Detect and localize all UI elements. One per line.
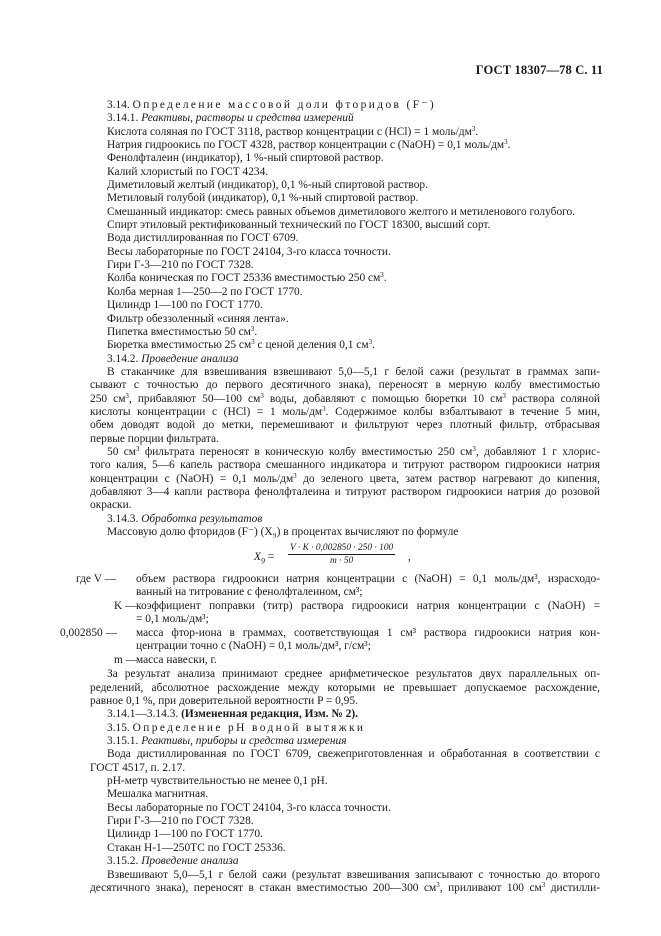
formula-comma: , (408, 551, 411, 564)
reagent-line: Весы лабораторные по ГОСТ 24104, 3-го класса точности. (107, 245, 391, 258)
definition-text: коэффициент поправки (титр) раствора гидроокиси натрия концентрации c (NaOH) = (136, 600, 600, 613)
paragraph-line: кислоты концентрации c (HCl) = 1 моль/$дм^3$. Содержимое колбы взбалтывают в течение 5 мин, (90, 404, 600, 418)
formula (90, 542, 600, 573)
subsection-heading: 3.15.1. Реактивы, приборы и средства измерения (107, 735, 347, 748)
reagent-line: Мешалка магнитная. (107, 788, 209, 801)
reagent-line: Калий хлористый по ГОСТ 4234. (107, 165, 269, 178)
paragraph-line: концентрации c (NaOH) = 0,1 моль/$дм^3$ до зеленого цвета, затем раствор нагревают до кипения, (90, 471, 600, 485)
reagent-line: Колба мерная 1—250—2 по ГОСТ 1770. (107, 285, 303, 298)
variable-definitions (0, 573, 600, 668)
reagent-line: Фильтр обеззоленный «синяя лента». (107, 312, 289, 325)
reagent-line: Весы лабораторные по ГОСТ 24104, 3-го класса точности. (107, 801, 391, 814)
reagent-line: ГОСТ 4517, п. 2.17. (90, 761, 186, 774)
formula-denominator: m · 50 (330, 556, 354, 567)
subsection-heading: 3.14.1. Реактивы, растворы и средства измерений (107, 112, 354, 125)
section-heading: 3.15. Определение рН водной вытяжки (107, 721, 366, 734)
paragraph-line: того калия, 5—6 капель раствора смешанного индикатора и титруют раствором гидроокиси натрия (90, 459, 600, 472)
definition-text: ванный на титрование с фенолфталеином, см³; (136, 586, 363, 599)
section-heading: 3.14. Определение массовой доли фторидов (F⁻) (107, 99, 437, 111)
reagent-line: Колба коническая по ГОСТ 25336 вместимостью 250 $см^3$. (107, 271, 387, 285)
reagent-line: Кислота соляная по ГОСТ 3118, раствор концентрации c (HCl) = 1 моль/$дм^3$. (107, 124, 479, 138)
reagent-line: Бюретка вместимостью 25 $см^3$ с ценой деления 0,1 $см^3$. (107, 338, 375, 352)
definition-text: масса фтор-иона в граммах, соответствующая 1 см³ раствора гидроокиси натрия кон- (136, 627, 600, 640)
paragraph-line: окраски. (90, 499, 132, 512)
definition-term: где V — (76, 573, 117, 586)
reagent-line: Смешанный индикатор: смесь равных объемов диметилового желтого и метиленового голубого. (107, 205, 576, 218)
reagent-line: Натрия гидроокись по ГОСТ 4328, раствор концентрации c (NaOH) = 0,1 моль/$дм^3$. (107, 138, 511, 152)
paragraph-line: обем доводят водой до метки, перемешивают и фильтруют через плотный фильтр, отбрасывая (90, 419, 600, 432)
formula-numerator: V · K · 0,002850 · 250 · 100 (290, 543, 394, 554)
definition-item (0, 573, 600, 600)
reagent-line: Гири Г-3—210 по ГОСТ 7328. (107, 259, 254, 272)
paragraph-line: За результат анализа принимают среднее арифметическое результатов двух параллельных оп- (107, 668, 600, 681)
reagent-line: Гири Г-3—210 по ГОСТ 7328. (107, 815, 254, 828)
reagent-line: Пипетка вместимостью 50 $см^3$. (107, 324, 258, 338)
subsection-heading: 3.15.2. Проведение анализа (107, 855, 239, 868)
paragraph-line: сывают с точностью до первого десятичного знака), переносят в мерную колбу вместимостью (90, 379, 600, 392)
subsection-heading: 3.14.2. Проведение анализа (107, 352, 239, 365)
amendment-note: 3.14.1—3.14.3. (Измененная редакция, Изм. № 2). (107, 708, 359, 721)
formula-intro: Массовую долю фторидов (F⁻) (X₉) в процентах вычисляют по формуле (107, 526, 459, 538)
paragraph-line: В стаканчике для взвешивания взвешивают 5,0—5,1 г белой сажи (результат в граммах запи- (107, 365, 600, 378)
paragraph-line: 250 $см^3$, прибавляют 50—100 $см^3$ воды, добавляют с помощью бюретки 10 $см^3$ раствора соляной (90, 391, 600, 405)
paragraph-line: 50 $см^3$ фильтрата переносят в коническую колбу вместимостью 250 $см^3$, добавляют 1 г хлорис- (107, 444, 601, 458)
definition-text: = 0,1 моль/дм³; (136, 613, 209, 626)
definition-term: 0,002850 — (60, 627, 117, 640)
formula-fraction (288, 542, 395, 567)
reagent-line: Диметиловый желтый (индикатор), 0,1 %-ный спиртовой раствор. (107, 179, 428, 192)
reagent-line: Спирт этиловый ректификованный технический по ГОСТ 18300, высший сорт. (107, 219, 491, 232)
formula-lhs: $X_9$ = (254, 551, 275, 566)
definition-term: m — (114, 654, 138, 667)
definition-item (0, 600, 600, 627)
definition-item (0, 654, 600, 668)
reagent-line: Цилиндр 1—100 по ГОСТ 1770. (107, 828, 263, 841)
reagent-line: рН-метр чувствительностью не менее 0,1 рН. (107, 775, 328, 788)
paragraph-line: Взвешивают 5,0—5,1 г белой сажи (результат взвешивания записывают с точностью до второго (107, 868, 600, 881)
page-header: ГОСТ 18307—78 С. 11 (475, 63, 603, 77)
paragraph-line: добавляют 3—4 капли раствора фенолфталеина и титруют раствором гидроокиси натрия до розовой (90, 485, 600, 498)
definition-text: центрации точно c (NaOH) = 0,1 моль/дм³, г/см³; (136, 640, 371, 653)
definition-text: масса навески, г. (136, 654, 217, 667)
definition-text: объем раствора гидроокиси натрия концентрации c (NaOH) = 0,1 моль/дм³, израсходо- (136, 573, 600, 586)
definition-item (0, 627, 600, 654)
reagent-line: Вода дистиллированная по ГОСТ 6709. (107, 232, 299, 245)
reagent-line: Вода дистиллированная по ГОСТ 6709, свежеприготовленная и обработанная в соответствии с (107, 748, 600, 761)
definition-term: K — (114, 600, 137, 613)
paragraph-line: ределений, абсолютное расхождение между которыми не превышает допускаемое расхождение, (90, 681, 600, 694)
paragraph-line: десятичного знака), переносят в стакан вместимостью 200—300 $см^3$, приливают 100 $см^3$ дистилли- (90, 880, 600, 894)
reagent-line: Стакан Н-1—250ТС по ГОСТ 25336. (107, 841, 286, 854)
paragraph-line: равное 0,1 %, при доверительной вероятности P = 0,95. (90, 695, 358, 708)
paragraph-line: первые порции фильтрата. (90, 432, 219, 445)
reagent-line: Метиловый голубой (индикатор), 0,1 %-ный спиртовой раствор. (107, 192, 419, 205)
subsection-heading: 3.14.3. Обработка результатов (107, 512, 263, 525)
page-body (60, 99, 601, 895)
reagent-line: Фенолфталеин (индикатор), 1 %-ный спиртовой раствор. (107, 152, 384, 165)
reagent-line: Цилиндр 1—100 по ГОСТ 1770. (107, 299, 263, 312)
